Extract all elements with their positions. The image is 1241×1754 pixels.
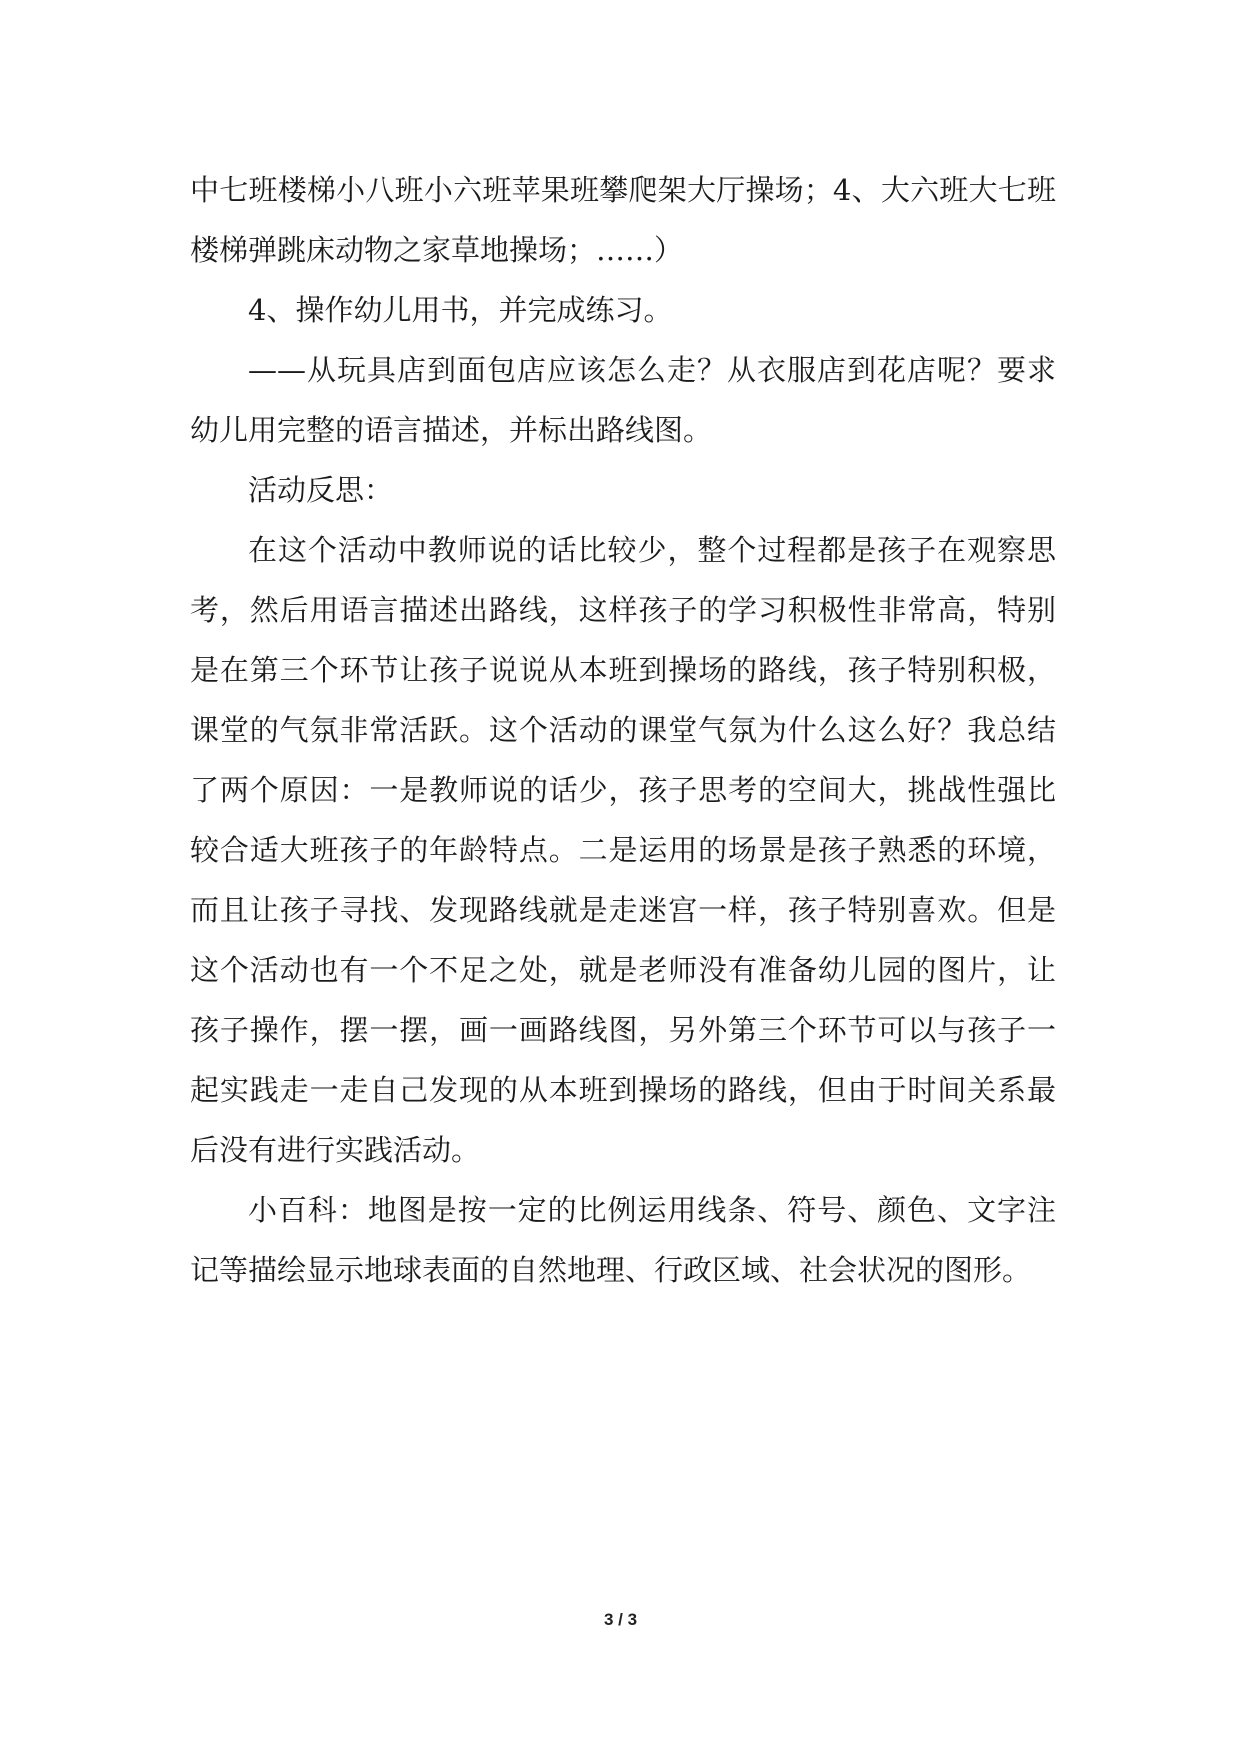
paragraph-encyclopedia: 小百科：地图是按一定的比例运用线条、符号、颜色、文字注记等描绘显示地球表面的自然地理、行政区域、社会状况的图形。 (190, 1193, 1056, 1287)
page-number: 3 / 3 (603, 1610, 638, 1629)
paragraph-step-4: 4、操作幼儿用书，并完成练习。 (248, 293, 673, 327)
section-heading-reflection: 活动反思： (248, 473, 394, 507)
document-body (190, 160, 1056, 1300)
paragraph-continuation: 中七班楼梯小八班小六班苹果班攀爬架大厅操场；4、大六班大七班楼梯弹跳床动物之家草地操场；……） (190, 173, 1056, 267)
paragraph-question: ——从玩具店到面包店应该怎么走？从衣服店到花店呢？要求幼儿用完整的语言描述，并标出路线图。 (190, 353, 1056, 447)
paragraph-reflection: 在这个活动中教师说的话比较少，整个过程都是孩子在观察思考，然后用语言描述出路线，这样孩子的学习积极性非常高，特别是在第三个环节让孩子说说从本班到操场的路线，孩子特别积极，课堂的气氛非常活跃。这个活动的课堂气氛为什么这么好？我总结了两个原因：一是教师说的话少，孩子思考的空间大，挑战性强比较合适大班孩子的年龄特点。二是运用的场景是孩子熟悉的环境，而且让孩子寻找、发现路线就是走迷宫一样，孩子特别喜欢。但是这个活动也有一个不足之处，就是老师没有准备幼儿园的图片，让孩子操作，摆一摆，画一画路线图，另外第三个环节可以与孩子一起实践走一走自己发现的从本班到操场的路线，但由于时间关系最后没有进行实践活动。 (190, 533, 1056, 1167)
